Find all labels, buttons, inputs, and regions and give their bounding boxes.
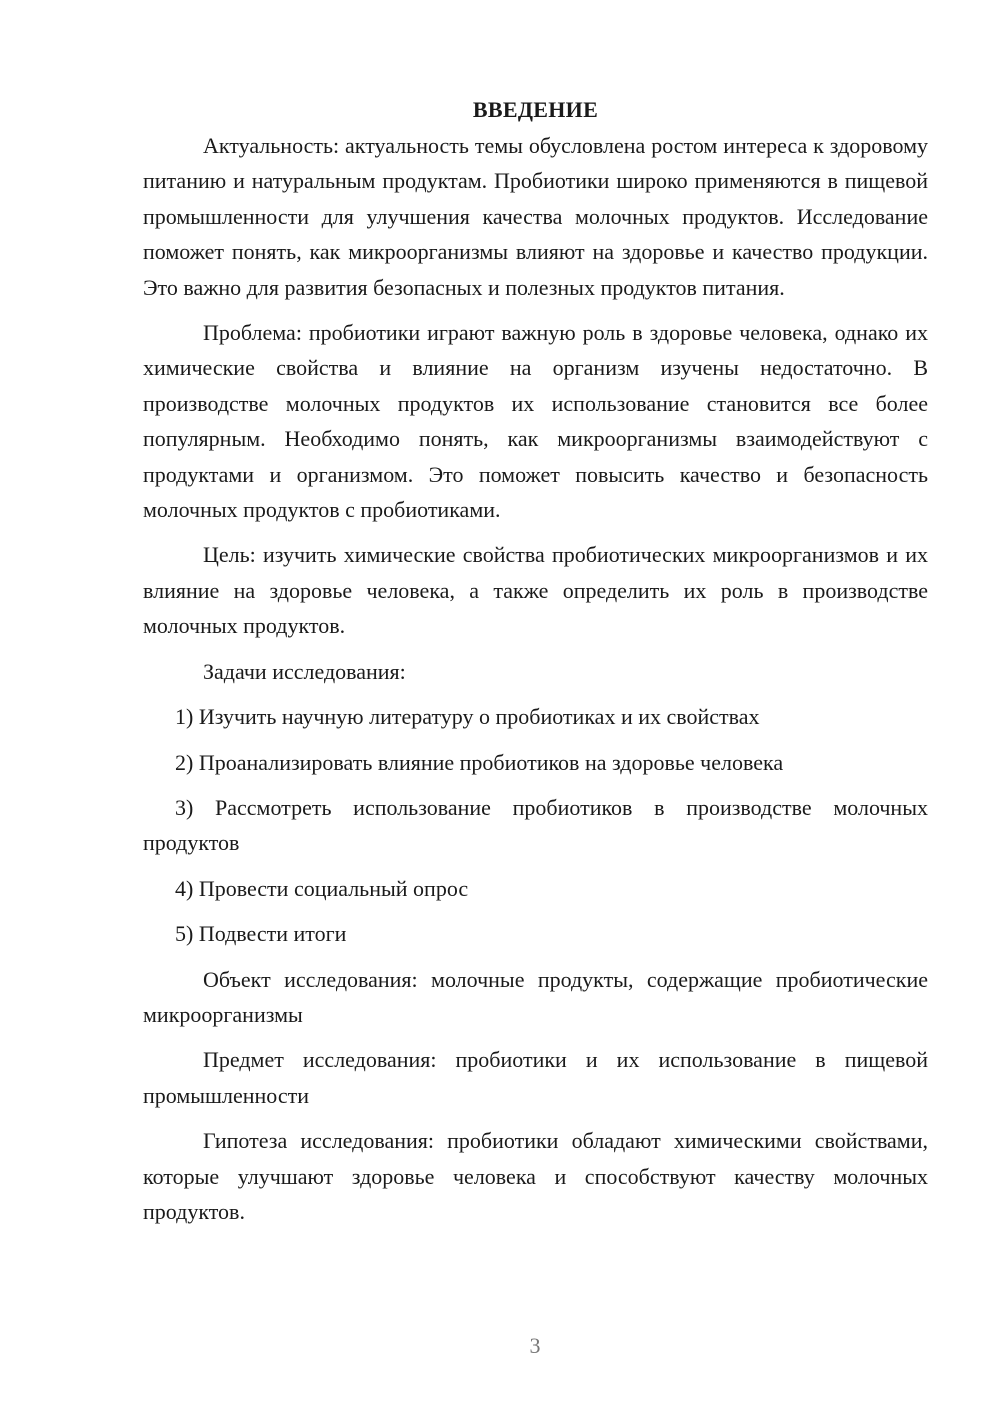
subject-paragraph: Предмет исследования: пробиотики и их использование в пищевой промышленности [143, 1047, 928, 1108]
object-paragraph: Объект исследования: молочные продукты, содержащие пробиотические микроорганизмы [143, 966, 928, 1027]
document-page [143, 92, 928, 1229]
section-heading: ВВЕДЕНИЕ [472, 97, 599, 122]
page-number: 3 [529, 1333, 541, 1358]
task-item-5: 5) Подвести итоги [175, 921, 347, 947]
task-item-1: 1) Изучить научную литературу о пробиотиках и их свойствах [175, 704, 760, 730]
hypothesis-paragraph: Гипотеза исследования: пробиотики обладают химическими свойствами, которые улучшают здоровье человека и способствуют качеству молочных продуктов. [143, 1128, 928, 1224]
goal-paragraph: Цель: изучить химические свойства пробиотических микроорганизмов и их влияние на здоровье человека, а также определить их роль в производстве молочных продуктов. [143, 542, 928, 639]
task-item-3: 3) Рассмотреть использование пробиотиков в производстве молочных продуктов [143, 794, 928, 856]
tasks-title: Задачи исследования: [203, 658, 406, 684]
task-item-2: 2) Проанализировать влияние пробиотиков на здоровье человека [175, 749, 784, 775]
relevance-paragraph: Актуальность: актуальность темы обусловлена ростом интереса к здоровому питанию и натуральным продуктам. Пробиотики широко применяются в пищевой промышленности для улучшения качества молочных продуктов. Исследование поможет понять, как микроорганизмы влияют на здоровье и качество продукции. Это важно для развития безопасных и полезных продуктов питания. [143, 133, 928, 300]
task-item-4: 4) Провести социальный опрос [175, 875, 469, 901]
problem-paragraph: Проблема: пробиотики играют важную роль в здоровье человека, однако их химические свойства и влияние на организм изучены недостаточно. В производстве молочных продуктов их использование становится все более популярным. Необходимо понять, как микроорганизмы взаимодействуют с продуктами и организмом. Это поможет повысить качество и безопасность молочных продуктов с пробиотиками. [143, 320, 928, 523]
